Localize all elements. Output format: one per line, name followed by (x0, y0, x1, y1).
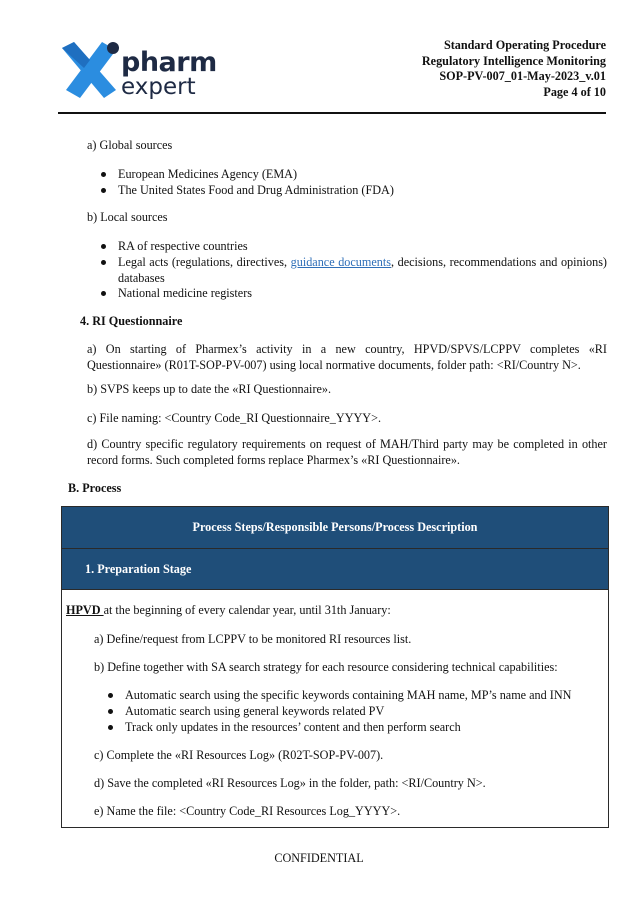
header-divider (58, 112, 606, 114)
page-number: Page 4 of 10 (543, 84, 606, 99)
step-b: b) Define together with SA search strategy for each resource considering technical capabilities: (94, 660, 558, 674)
guidance-documents-link[interactable]: guidance documents (290, 255, 391, 269)
step-e: e) Name the file: <Country Code_RI Resources Log_YYYY>. (94, 804, 401, 818)
questionnaire-para-d: d) Country specific regulatory requirements on request of MAH/Third party may be completed in other record forms. Such completed forms replace Pharmex’s «RI Questionnaire». (87, 437, 607, 468)
local-source-registers: National medicine registers (118, 286, 253, 300)
pharmexpert-logo (58, 40, 218, 104)
ri-questionnaire-heading: 4. RI Questionnaire (80, 314, 183, 328)
global-sources-heading: a) Global sources (87, 138, 173, 152)
document-info (422, 38, 606, 100)
questionnaire-para-c: c) File naming: <Country Code_RI Questionnaire_YYYY>. (87, 411, 382, 425)
search-strategy-item: Automatic search using the specific keywords containing MAH name, MP’s name and INN (125, 688, 572, 702)
questionnaire-para-b: b) SVPS keeps up to date the «RI Questionnaire». (87, 382, 332, 396)
doc-code: SOP-PV-007_01-May-2023_v.01 (439, 69, 606, 83)
questionnaire-para-a: a) On starting of Pharmex’s activity in a new country, HPVD/SPVS/LCPPV completes «RI Questionnaire» (R01T-SOP-PV-007) using local normative documents, folder path: <RI/Country N>. (87, 342, 607, 373)
confidential-footer: CONFIDENTIAL (274, 851, 364, 865)
step-d: d) Save the completed «RI Resources Log» in the folder, path: <RI/Country N>. (94, 776, 486, 790)
logo-word-pharm: pharm (121, 47, 217, 78)
global-source-ema: European Medicines Agency (EMA) (118, 167, 298, 181)
hpvd-label: HPVD (66, 603, 104, 617)
step-c: c) Complete the «RI Resources Log» (R02T-SOP-PV-007). (94, 748, 384, 762)
local-source-legal-acts: Legal acts (regulations, directives, guidance documents, decisions, recommendations and opinions) databases (118, 255, 607, 286)
page-header (0, 0, 638, 114)
preparation-stage-row: 1. Preparation Stage (62, 549, 608, 589)
search-strategy-item: Track only updates in the resources’ content and then perform search (125, 720, 461, 734)
process-table-header: Process Steps/Responsible Persons/Process Description (62, 507, 608, 548)
hpvd-intro: HPVD at the beginning of every calendar year, until 31th January: (66, 603, 391, 617)
doc-type: Standard Operating Procedure (443, 38, 606, 52)
process-table (61, 506, 609, 828)
global-source-fda: The United States Food and Drug Administration (FDA) (118, 183, 394, 197)
local-sources-heading: b) Local sources (87, 210, 168, 224)
local-source-ra: RA of respective countries (118, 239, 248, 253)
logo-word-expert: expert (121, 74, 196, 100)
search-strategy-item: Automatic search using general keywords related PV (125, 704, 385, 718)
process-heading: B. Process (68, 481, 122, 495)
doc-title: Regulatory Intelligence Monitoring (421, 53, 606, 68)
step-a: a) Define/request from LCPPV to be monitored RI resources list. (94, 632, 412, 646)
logo-x-icon (58, 40, 120, 102)
table-divider (62, 589, 608, 590)
